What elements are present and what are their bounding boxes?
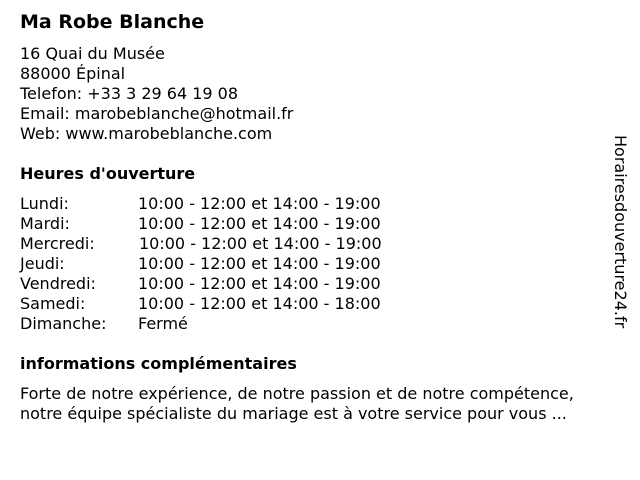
contact-block [20, 44, 293, 144]
address-city: 88000 Épinal [20, 64, 126, 83]
opening-hours-table [20, 194, 382, 334]
info-line: Forte de notre expérience, de notre passion et de notre compétence, [20, 384, 574, 403]
business-name: Ma Robe Blanche [20, 11, 205, 33]
time-value: 10:00 - 12:00 et 14:00 - 19:00 [139, 234, 382, 253]
hours-row [20, 194, 382, 214]
info-description [20, 384, 620, 424]
phone-number: Telefon: +33 3 29 64 19 08 [20, 84, 239, 103]
hours-row [20, 274, 382, 294]
day-label: Dimanche: [20, 314, 107, 333]
info-heading: informations complémentaires [20, 354, 297, 373]
address-street: 16 Quai du Musée [20, 44, 165, 63]
hours-row [20, 234, 382, 254]
day-label: Jeudi: [20, 254, 65, 273]
website: Web: www.marobeblanche.com [20, 124, 273, 143]
watermark-text: Horairesdouverture24.fr [611, 135, 630, 329]
time-value: 10:00 - 12:00 et 14:00 - 18:00 [138, 294, 381, 313]
hours-row [20, 254, 382, 274]
hours-row [20, 314, 382, 334]
day-label: Mardi: [20, 214, 70, 233]
time-value: 10:00 - 12:00 et 14:00 - 19:00 [138, 254, 381, 273]
day-label: Samedi: [20, 294, 86, 313]
day-label: Vendredi: [20, 274, 96, 293]
day-label: Lundi: [20, 194, 69, 213]
time-value: 10:00 - 12:00 et 14:00 - 19:00 [138, 274, 381, 293]
hours-row [20, 214, 382, 234]
time-value: 10:00 - 12:00 et 14:00 - 19:00 [138, 194, 381, 213]
hours-heading: Heures d'ouverture [20, 164, 196, 183]
time-value: 10:00 - 12:00 et 14:00 - 19:00 [138, 214, 381, 233]
day-label: Mercredi: [20, 234, 95, 253]
time-value: Fermé [138, 314, 188, 333]
hours-row [20, 294, 382, 314]
email-address: Email: marobeblanche@hotmail.fr [20, 104, 294, 123]
info-line: notre équipe spécialiste du mariage est à votre service pour vous ... [20, 404, 567, 423]
